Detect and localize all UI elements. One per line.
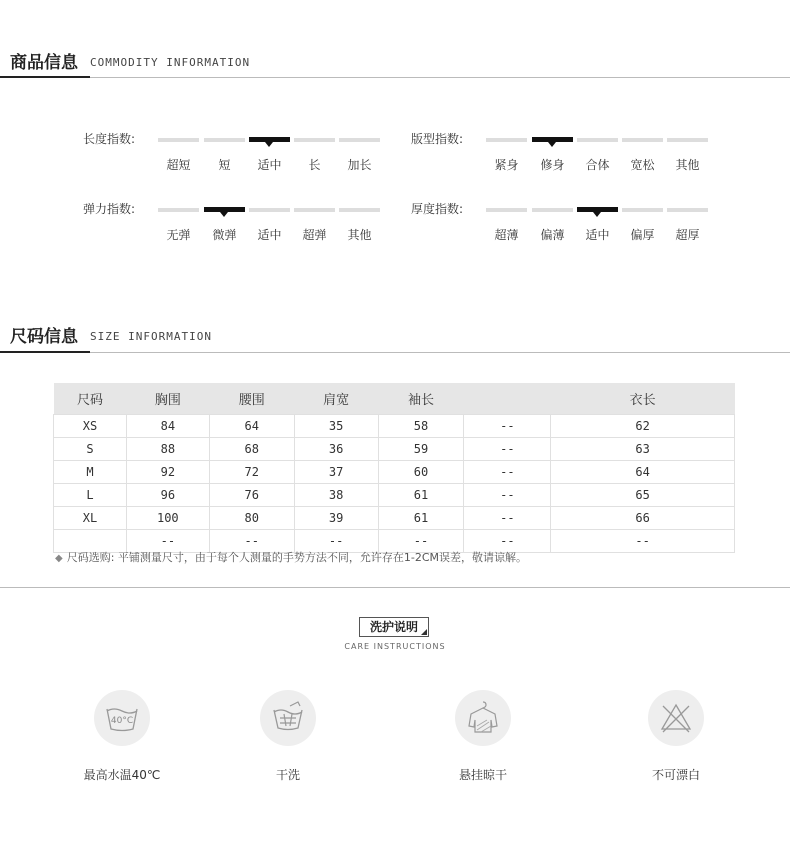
index-bar [158, 138, 199, 142]
index-option: 适中 [257, 228, 282, 242]
size-cell: -- [294, 530, 378, 553]
size-cell: -- [464, 415, 551, 438]
size-note: ◆ 尺码选购: 平铺测量尺寸，由于每个人测量的手势方法不同，允许存在1-2CM误差，敬请谅解。 [55, 551, 528, 564]
index-option: 微弹 [212, 228, 237, 242]
size-cell: XS [54, 415, 127, 438]
care-label: 不可漂白 [651, 768, 700, 782]
index-bar [667, 138, 708, 142]
care-item-no-bleach [606, 690, 746, 783]
size-header-cell: 腰围 [209, 383, 294, 415]
selected-arrow-icon [265, 142, 273, 147]
size-cell: -- [464, 507, 551, 530]
care-subtitle: CARE INSTRUCTIONS [344, 642, 446, 651]
size-cell: M [54, 461, 127, 484]
size-cell: 37 [294, 461, 378, 484]
index-bar [339, 208, 380, 212]
index-option: 适中 [585, 228, 610, 242]
size-cell: 38 [294, 484, 378, 507]
index-option: 适中 [257, 158, 282, 172]
divider [0, 77, 790, 78]
index-bar [249, 208, 290, 212]
index-option: 偏厚 [630, 228, 655, 242]
size-cell: -- [464, 484, 551, 507]
selected-arrow-icon [548, 142, 556, 147]
index-bar [486, 138, 527, 142]
size-cell: 76 [209, 484, 294, 507]
index-option: 宽松 [630, 158, 655, 172]
size-cell: 96 [126, 484, 209, 507]
wash-40-icon [94, 690, 150, 746]
size-cell: 58 [378, 415, 464, 438]
selected-arrow-icon [593, 212, 601, 217]
care-title-box [359, 617, 429, 637]
size-table-header [54, 383, 735, 415]
table-row [54, 438, 735, 461]
index-bar [622, 138, 663, 142]
index-bar [532, 208, 573, 212]
index-bar [204, 138, 245, 142]
size-cell: 63 [551, 438, 735, 461]
diamond-icon: ◆ [55, 553, 63, 564]
dry-clean-icon [260, 690, 316, 746]
size-cell: XL [54, 507, 127, 530]
size-cell: 36 [294, 438, 378, 461]
no-bleach-icon [648, 690, 704, 746]
index-option: 其他 [347, 228, 372, 242]
index-bar [294, 138, 335, 142]
size-cell: 100 [126, 507, 209, 530]
size-cell: 59 [378, 438, 464, 461]
size-cell: 64 [551, 461, 735, 484]
index-bar [158, 208, 199, 212]
size-cell: 62 [551, 415, 735, 438]
size-cell: -- [464, 530, 551, 553]
index-option: 长 [308, 158, 321, 172]
care-label: 干洗 [275, 768, 300, 782]
size-cell: -- [378, 530, 464, 553]
table-row [54, 507, 735, 530]
commodity-subtitle: COMMODITY INFORMATION [90, 56, 251, 69]
size-cell: 88 [126, 438, 209, 461]
commodity-title: 商品信息 [10, 53, 78, 73]
size-cell: L [54, 484, 127, 507]
size-subtitle: SIZE INFORMATION [90, 330, 212, 343]
care-item-hang-dry [413, 690, 553, 783]
size-title: 尺码信息 [10, 327, 78, 347]
care-label: 最高水温40℃ [83, 768, 161, 782]
title-underline [0, 76, 90, 78]
care-item-wash [52, 690, 192, 783]
divider [0, 352, 790, 353]
title-underline [0, 351, 90, 353]
index-option: 超短 [166, 158, 191, 172]
size-cell: 64 [209, 415, 294, 438]
size-cell: -- [464, 438, 551, 461]
corner-triangle-icon [421, 629, 427, 635]
index-option: 修身 [540, 158, 565, 172]
index-label: 长度指数: [83, 132, 136, 146]
index-option: 短 [218, 158, 231, 172]
index-label: 版型指数: [411, 132, 464, 146]
selected-arrow-icon [220, 212, 228, 217]
index-bar [294, 208, 335, 212]
size-cell: 61 [378, 507, 464, 530]
size-cell: 60 [378, 461, 464, 484]
size-header-cell [464, 383, 551, 415]
size-header-cell: 胸围 [126, 383, 209, 415]
size-cell: 61 [378, 484, 464, 507]
index-option: 合体 [585, 158, 610, 172]
size-cell: 84 [126, 415, 209, 438]
index-option: 超弹 [302, 228, 327, 242]
size-table [53, 383, 735, 553]
size-cell: 35 [294, 415, 378, 438]
index-bar [486, 208, 527, 212]
size-cell: 72 [209, 461, 294, 484]
index-option: 加长 [347, 158, 372, 172]
index-label: 弹力指数: [83, 202, 136, 216]
index-bar [577, 138, 618, 142]
size-cell: 92 [126, 461, 209, 484]
size-cell: 39 [294, 507, 378, 530]
care-title: 洗护说明 [369, 620, 418, 634]
index-option: 偏薄 [540, 228, 565, 242]
table-row [54, 461, 735, 484]
wash-temp-text: 40°C [110, 716, 134, 726]
index-bar [667, 208, 708, 212]
care-label: 悬挂晾干 [458, 768, 507, 782]
size-cell: -- [126, 530, 209, 553]
hang-dry-icon [455, 690, 511, 746]
size-header-cell: 衣长 [551, 383, 735, 415]
table-row [54, 484, 735, 507]
size-header-cell: 袖长 [378, 383, 464, 415]
size-cell: 65 [551, 484, 735, 507]
size-cell: 68 [209, 438, 294, 461]
section-divider [0, 587, 790, 588]
size-cell: -- [209, 530, 294, 553]
index-bar [622, 208, 663, 212]
care-item-dry-clean [218, 690, 358, 783]
index-label: 厚度指数: [411, 202, 464, 216]
size-cell: S [54, 438, 127, 461]
index-option: 超厚 [675, 228, 700, 242]
size-cell: -- [464, 461, 551, 484]
size-cell: 80 [209, 507, 294, 530]
index-option: 紧身 [494, 158, 519, 172]
size-header-cell: 尺码 [54, 383, 127, 415]
index-option: 超薄 [494, 228, 519, 242]
size-cell: 66 [551, 507, 735, 530]
table-row [54, 415, 735, 438]
index-bar [339, 138, 380, 142]
size-cell: -- [551, 530, 735, 553]
index-option: 其他 [675, 158, 700, 172]
size-header-cell: 肩宽 [294, 383, 378, 415]
index-option: 无弹 [166, 228, 191, 242]
